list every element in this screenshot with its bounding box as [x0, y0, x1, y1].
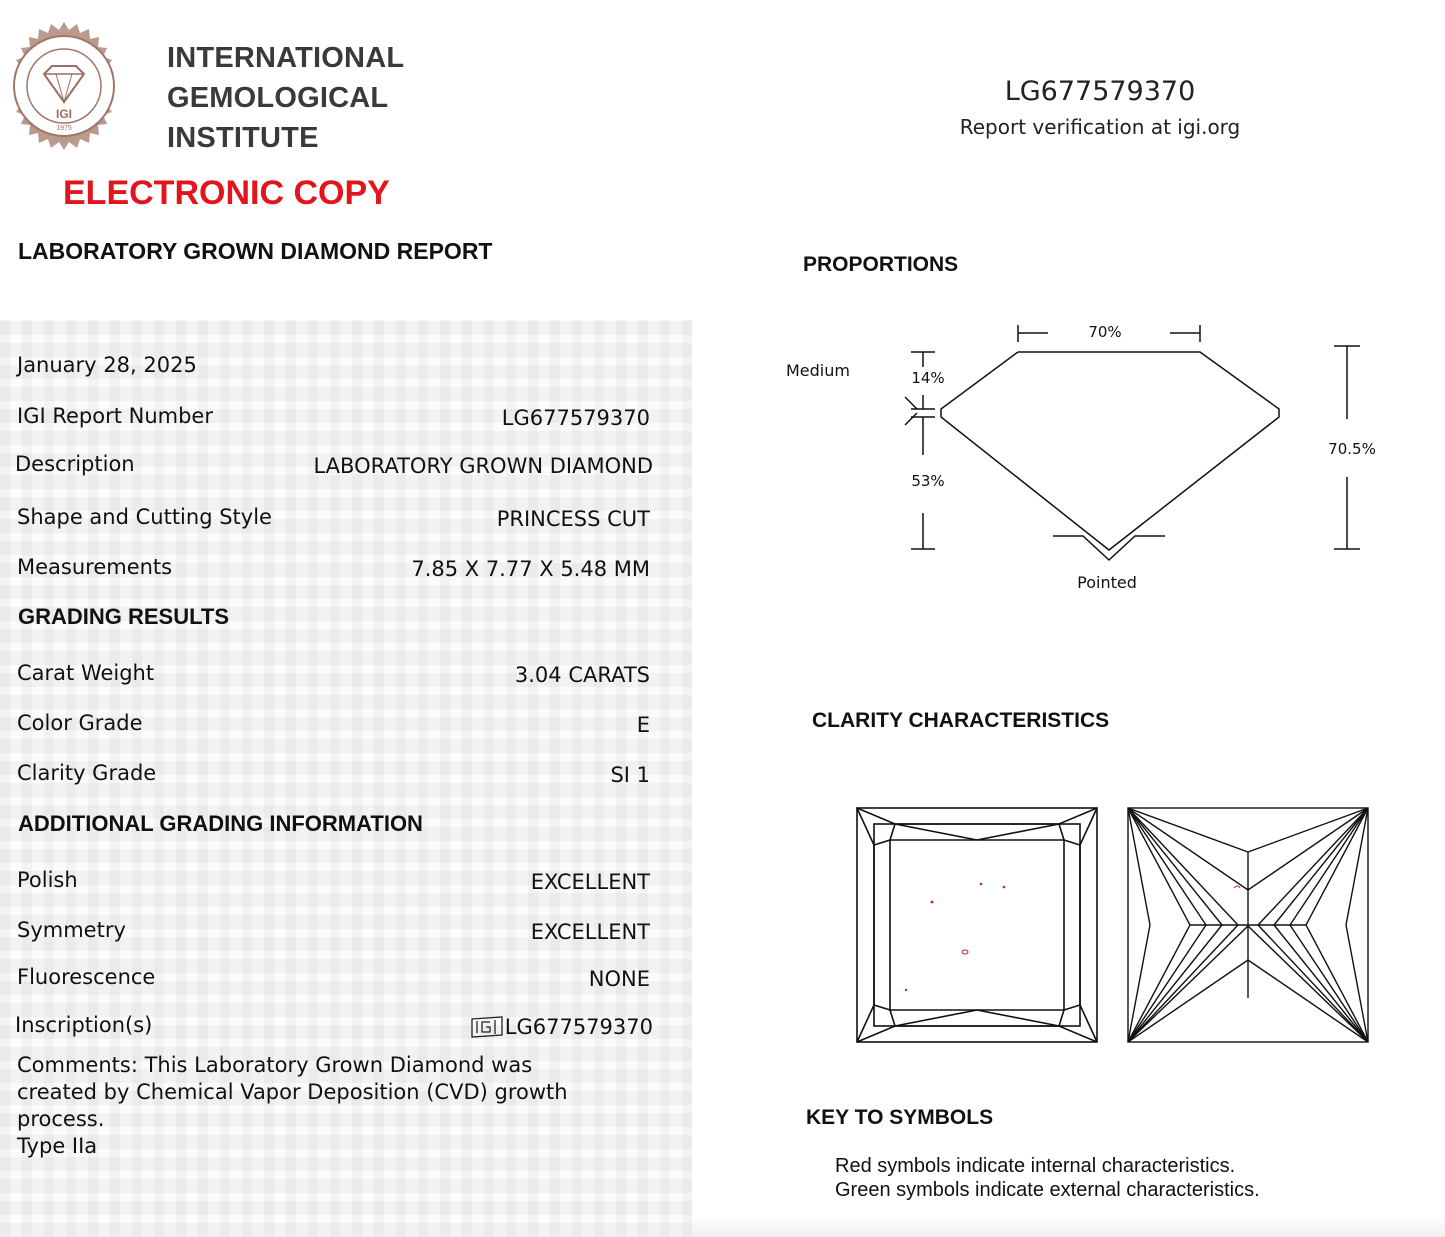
crown-view-diagram	[857, 808, 1097, 1042]
comments-line-2: created by Chemical Vapor Deposition (CVD) growth	[17, 1080, 568, 1104]
electronic-copy-label: ELECTRONIC COPY	[63, 174, 390, 212]
value-polish: EXCELLENT	[530, 870, 650, 894]
label-measurements: Measurements	[17, 555, 173, 579]
svg-text:IGI: IGI	[55, 107, 73, 121]
comments-block	[17, 1052, 657, 1160]
report-title: LABORATORY GROWN DIAMOND REPORT	[18, 238, 493, 264]
pavilion-depth-percentage: 53%	[911, 472, 945, 490]
key-line-green: Green symbols indicate external characteristics.	[835, 1179, 1260, 1201]
value-carat-weight: 3.04 CARATS	[514, 663, 650, 687]
key-line-red: Red symbols indicate internal characteristics.	[835, 1155, 1236, 1177]
proportions-heading: PROPORTIONS	[803, 253, 959, 276]
label-carat-weight: Carat Weight	[17, 661, 155, 685]
value-report-number: LG677579370	[501, 406, 650, 430]
report-verification-text: Report verification at igi.org	[959, 115, 1241, 139]
comments-line-1: Comments: This Laboratory Grown Diamond was	[17, 1053, 533, 1077]
value-inscription: LG677579370	[504, 1015, 653, 1039]
value-description: LABORATORY GROWN DIAMOND	[313, 454, 653, 478]
value-symmetry: EXCELLENT	[530, 920, 650, 944]
clarity-characteristics-heading: CLARITY CHARACTERISTICS	[812, 709, 1110, 732]
report-date: January 28, 2025	[17, 353, 197, 377]
girdle-label: Medium	[786, 361, 850, 380]
total-depth-percentage: 70.5%	[1328, 440, 1376, 458]
crown-height-percentage: 14%	[911, 369, 945, 387]
label-inscription: Inscription(s)	[15, 1013, 153, 1037]
org-line-2: GEMOLOGICAL	[167, 82, 389, 114]
key-to-symbols-heading: KEY TO SYMBOLS	[806, 1106, 994, 1129]
report-number-header: LG677579370	[1004, 76, 1196, 107]
label-color-grade: Color Grade	[17, 711, 143, 735]
label-fluorescence: Fluorescence	[17, 965, 156, 989]
additional-grading-heading: ADDITIONAL GRADING INFORMATION	[18, 811, 423, 836]
inclusion-marks	[905, 883, 1006, 992]
label-description: Description	[15, 452, 135, 476]
comments-line-3: process.	[17, 1107, 105, 1131]
label-report-number: IGI Report Number	[17, 404, 213, 428]
igi-seal-logo	[0, 22, 128, 150]
value-clarity-grade: SI 1	[610, 763, 650, 787]
org-line-3: INSTITUTE	[167, 122, 319, 154]
value-fluorescence: NONE	[588, 967, 650, 991]
organization-name	[167, 38, 404, 158]
igi-inscription-icon	[468, 1015, 506, 1043]
label-clarity-grade: Clarity Grade	[17, 761, 157, 785]
label-polish: Polish	[17, 868, 78, 892]
org-line-1: INTERNATIONAL	[167, 42, 405, 74]
culet-label: Pointed	[1077, 573, 1137, 592]
label-shape: Shape and Cutting Style	[17, 505, 272, 529]
grading-results-heading: GRADING RESULTS	[18, 604, 230, 629]
proportions-diagram	[780, 315, 1400, 605]
value-measurements: 7.85 X 7.77 X 5.48 MM	[411, 557, 650, 581]
clarity-plot-diagram	[850, 800, 1380, 1050]
label-symmetry: Symmetry	[17, 918, 126, 942]
svg-text:1975: 1975	[56, 125, 72, 132]
value-shape: PRINCESS CUT	[496, 507, 650, 531]
pavilion-view-diagram	[1128, 808, 1368, 1042]
page-bottom-fade	[692, 1215, 1445, 1237]
table-percentage: 70%	[1088, 323, 1122, 341]
pavilion-inclusion-mark	[1234, 886, 1240, 888]
comments-line-4: Type IIa	[17, 1134, 98, 1158]
value-color-grade: E	[636, 713, 650, 737]
